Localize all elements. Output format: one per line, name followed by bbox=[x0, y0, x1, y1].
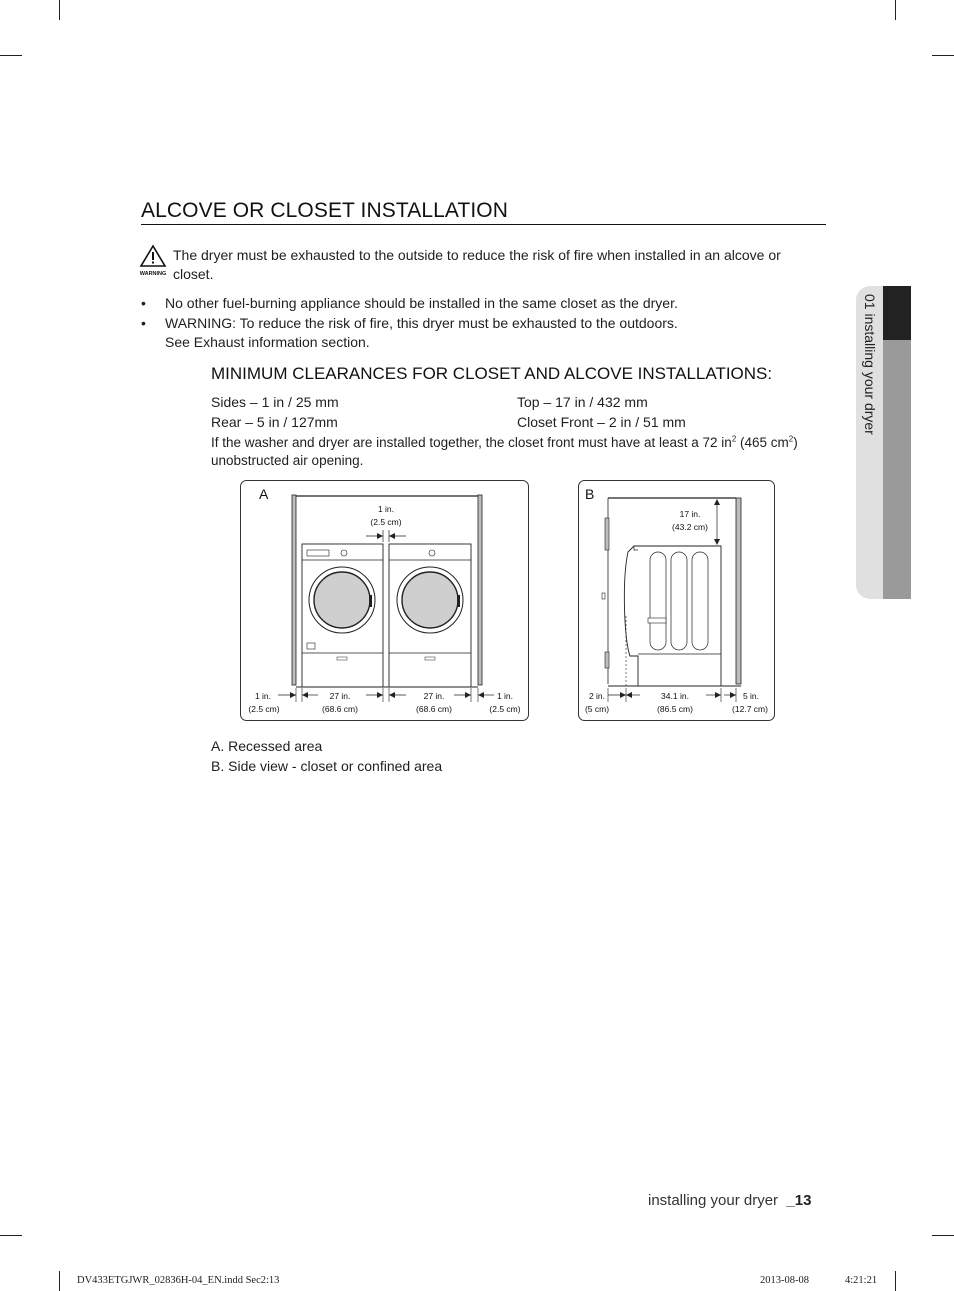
bullet-text: WARNING: To reduce the risk of fire, this dryer must be exhausted to the outdoors. bbox=[165, 315, 678, 331]
list-item bbox=[141, 294, 821, 313]
depth-cm: (86.5 cm) bbox=[657, 704, 693, 714]
unit1-width-in: 27 in. bbox=[329, 691, 351, 701]
bullet-list bbox=[141, 294, 821, 353]
gap-dimension-in: 1 in. bbox=[377, 504, 395, 514]
front-clearance-in: 2 in. bbox=[588, 691, 606, 701]
bullet-text-continued: See Exhaust information section. bbox=[165, 334, 370, 350]
side-tab-active-marker bbox=[883, 286, 911, 340]
crop-mark bbox=[895, 1271, 896, 1291]
figure-a-recessed-area bbox=[240, 480, 530, 722]
page-footer bbox=[648, 1192, 811, 1209]
left-clearance-cm: (2.5 cm) bbox=[248, 704, 280, 714]
imprint-file: DV433ETGJWR_02836H-04_EN.indd Sec2:13 bbox=[77, 1275, 280, 1286]
crop-mark bbox=[59, 0, 60, 20]
dryer-side-view bbox=[624, 546, 721, 686]
warning-text: The dryer must be exhausted to the outside to reduce the risk of fire when installed in an alcove or closet. bbox=[173, 247, 781, 282]
imprint-time: 4:21:21 bbox=[845, 1275, 878, 1286]
gap-dimension-cm: (2.5 cm) bbox=[370, 517, 402, 527]
bullet-text: No other fuel-burning appliance should be installed in the same closet as the dryer. bbox=[165, 295, 678, 311]
rear-clearance-in: 5 in. bbox=[742, 691, 760, 701]
clearance-rear: Rear – 5 in / 127mm bbox=[211, 414, 338, 430]
page-number: _13 bbox=[786, 1192, 812, 1209]
bullet-marker: • bbox=[141, 315, 146, 331]
top-clearance-in: 17 in. bbox=[679, 509, 701, 519]
crop-mark bbox=[59, 1271, 60, 1291]
side-tab-label: 01 installing your dryer bbox=[862, 294, 878, 435]
imprint-date: 2013-08-08 bbox=[760, 1275, 809, 1286]
list-item bbox=[141, 314, 821, 352]
crop-mark bbox=[895, 0, 896, 20]
warning-icon-label: WARNING bbox=[139, 271, 167, 277]
top-clearance-cm: (43.2 cm) bbox=[672, 522, 708, 532]
crop-mark bbox=[0, 55, 22, 56]
clearances-heading: MINIMUM CLEARANCES FOR CLOSET AND ALCOVE INSTALLATIONS: bbox=[211, 364, 773, 383]
unit2-width-cm: (68.6 cm) bbox=[416, 704, 452, 714]
front-clearance-cm: (5 cm) bbox=[584, 704, 610, 714]
caption-b: B. Side view - closet or confined area bbox=[211, 758, 443, 774]
footer-section: installing your dryer bbox=[648, 1192, 779, 1209]
bullet-marker: • bbox=[141, 295, 146, 311]
side-tab-bar bbox=[883, 340, 911, 599]
left-clearance-in: 1 in. bbox=[254, 691, 272, 701]
right-clearance-in: 1 in. bbox=[496, 691, 514, 701]
clearance-closet-front: Closet Front – 2 in / 51 mm bbox=[517, 414, 686, 430]
figure-a-letter: A bbox=[259, 486, 269, 502]
section-title: ALCOVE OR CLOSET INSTALLATION bbox=[141, 199, 508, 222]
warning-icon bbox=[139, 244, 167, 280]
clearance-top: Top – 17 in / 432 mm bbox=[517, 394, 648, 410]
figure-b-letter: B bbox=[585, 486, 595, 502]
washer-front-view bbox=[302, 544, 383, 687]
crop-mark bbox=[932, 55, 954, 56]
caption-a: A. Recessed area bbox=[211, 738, 323, 754]
figure-b-side-view bbox=[578, 480, 776, 722]
crop-mark bbox=[0, 1235, 22, 1236]
crop-mark bbox=[932, 1235, 954, 1236]
unit2-width-in: 27 in. bbox=[423, 691, 445, 701]
clearance-note: If the washer and dryer are installed together, the closet front must have at least a 72 $in^2$ (465 $cm^2$) unobstructed air opening. bbox=[211, 434, 798, 468]
clearance-sides: Sides – 1 in / 25 mm bbox=[211, 394, 339, 410]
figure-captions bbox=[211, 736, 442, 776]
title-rule bbox=[141, 224, 826, 225]
depth-in: 34.1 in. bbox=[661, 691, 689, 701]
dryer-front-view bbox=[389, 544, 471, 687]
right-clearance-cm: (2.5 cm) bbox=[489, 704, 521, 714]
rear-clearance-cm: (12.7 cm) bbox=[732, 704, 768, 714]
unit1-width-cm: (68.6 cm) bbox=[322, 704, 358, 714]
